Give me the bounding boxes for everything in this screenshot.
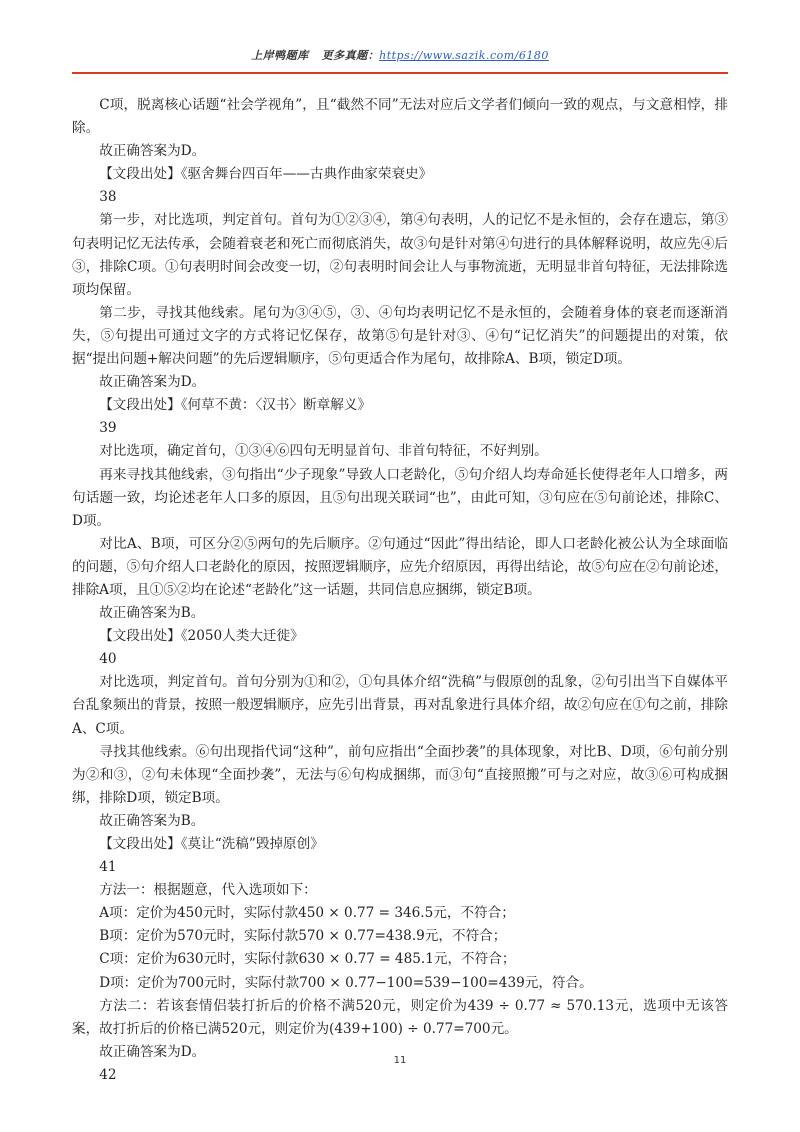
paragraph: 对比选项，判定首句。首句分别为①和②，①句具体介绍“洗稿”与假原创的乱象，②句引出当下自媒体平台乱象频出的背景，按照一般逻辑顺序，应先引出背景，再对乱象进行具体介绍，故②句应在①句之前，排除A、C项。 — [72, 674, 728, 737]
question-number: 42 — [99, 1066, 117, 1083]
document-body — [72, 94, 728, 1087]
header-link[interactable]: https://www.sazik.com/6180 — [379, 49, 549, 62]
question-number: 40 — [99, 651, 117, 668]
paragraph: 故正确答案为B。 — [99, 605, 205, 622]
paragraph: 故正确答案为D。 — [99, 374, 206, 391]
paragraph: 【文段出处】《何草不黄：〈汉书〉断章解义》 — [99, 397, 372, 414]
header-text — [251, 49, 549, 62]
paragraph: 对比选项，确定首句，①③④⑥四句无明显首句、非首句特征，不好判别。 — [99, 443, 548, 460]
paragraph: C项：定价为630元时，实际付款630 × 0.77 = 485.1元，不符合； — [99, 951, 516, 968]
question-number: 41 — [99, 859, 117, 876]
page-header — [72, 42, 728, 74]
paragraph: 方法二：若该套情侣装打折后的价格不满520元，则定价为439 ÷ 0.77 ≈ 570.13元，选项中无该答案，故打折后的价格已满520元，则定价为(439+100) ÷ 0.77=700元。 — [72, 997, 728, 1037]
paragraph: 故正确答案为D。 — [99, 143, 206, 160]
paragraph: 第一步，对比选项，判定首句。首句为①②③④，第④句表明，人的记忆不是永恒的，会存在遗忘，第③句表明记忆无法传承，会随着衰老和死亡而彻底消失，故③句是针对第④句进行的具体解释说明，故应先④后③，排除C项。①句表明时间会改变一切，②句表明时间会让人与事物流逝，无明显非首句特征，无法排除选项均保留。 — [72, 212, 728, 298]
paragraph: 故正确答案为D。 — [99, 1043, 206, 1060]
header-more-label: 更多真题： — [321, 49, 380, 62]
question-number: 39 — [99, 420, 117, 437]
page-number: 11 — [393, 1055, 407, 1066]
paragraph: 【文段出处】《驱舍舞台四百年——古典作曲家荣衰史》 — [99, 166, 433, 183]
paragraph: B项：定价为570元时，实际付款570 × 0.77=438.9元，不符合； — [99, 928, 507, 945]
paragraph: 【文段出处】《莫让“洗稿”毁掉原创》 — [99, 836, 324, 852]
paragraph: 寻找其他线索。⑥句出现指代词“这种”，前句应指出“全面抄袭”的具体现象，对比B、D项，⑥句前分别为②和③，②句未体现“全面抄袭”，无法与⑥句构成捆绑，而③句“直接照搬”可与之对应，故③⑥可构成捆绑，排除D项，锁定B项。 — [72, 743, 728, 806]
question-number: 38 — [99, 189, 117, 206]
paragraph: C项，脱离核心话题“社会学视角”，且“截然不同”无法对应后文学者们倾向一致的观点，与文意相悖，排除。 — [72, 97, 728, 137]
paragraph: A项：定价为450元时，实际付款450 × 0.77 = 346.5元，不符合； — [99, 905, 515, 922]
paragraph: 故正确答案为B。 — [99, 812, 205, 829]
header-title: 上岸鸭题库 — [251, 49, 309, 62]
paragraph: 对比A、B项，可区分②⑤两句的先后顺序。②句通过“因此”得出结论，即人口老龄化被公认为全球面临的问题，⑤句介绍人口老龄化的原因，按照逻辑顺序，应先介绍原因，再得出结论，故⑤句应在②句前论述，排除A项，且①⑤②均在论述“老龄化”这一话题，共同信息应捆绑，锁定B项。 — [72, 535, 728, 598]
paragraph: 第二步，寻找其他线索。尾句为③④⑤，③、④句均表明记忆不是永恒的，会随着身体的衰老而逐渐消失，⑤句提出可通过文字的方式将记忆保存，故第⑤句是针对③、④句“记忆消失”的问题提出的对策，依据“提出问题+解决问题”的先后逻辑顺序，⑤句更适合作为尾句，故排除A、B项，锁定D项。 — [72, 304, 728, 368]
paragraph: 方法一：根据题意，代入选项如下： — [99, 882, 317, 899]
paragraph: D项：定价为700元时，实际付款700 × 0.77−100=539−100=439元，符合。 — [99, 974, 593, 991]
paragraph: 再来寻找其他线索，③句指出“少子现象”导致人口老龄化，⑤句介绍人均寿命延长使得老年人口增多，两句话题一致，均论述老年人口多的原因，且⑤句出现关联词“也”，由此可知，③句应在⑤句前论述，排除C、D项。 — [72, 466, 728, 529]
paragraph: 【文段出处】《2050人类大迁徙》 — [99, 628, 304, 645]
